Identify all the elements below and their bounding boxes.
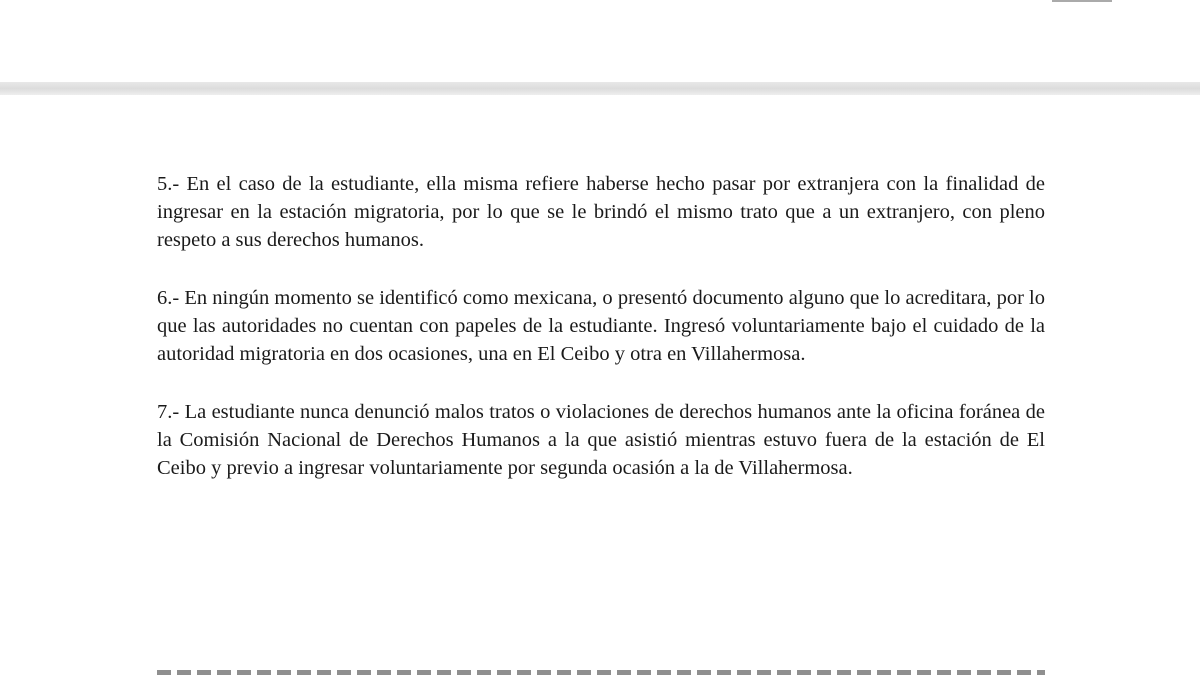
paragraph-5: 5.- En el caso de la estudiante, ella misma refiere haberse hecho pasar por extranjera con la finalidad de ingresar en la estación migratoria, por lo que se le brindó el mismo trato que a un extranjero, con pleno respeto a sus derechos humanos. [157,173,1045,251]
paragraph-6: 6.- En ningún momento se identificó como mexicana, o presentó documento alguno que lo acreditara, por lo que las autoridades no cuentan con papeles de la estudiante. Ingresó voluntariamente bajo el cuidado de la autoridad migratoria en dos ocasiones, una en El Ceibo y otra en Villahermosa. [157,287,1045,365]
paragraph-8-clipped [157,670,1045,675]
paragraph-7: 7.- La estudiante nunca denunció malos tratos o violaciones de derechos humanos ante la oficina foránea de la Comisión Nacional de Derechos Humanos a la que asistió mientras estuvo fuera de la estación de El Ceibo y previo a ingresar voluntariamente por segunda ocasión a la de Villahermosa. [157,401,1045,479]
document-body [157,170,1045,512]
previous-page-footer-text [1052,0,1112,2]
page-separator [0,82,1200,95]
previous-page [0,0,1200,82]
